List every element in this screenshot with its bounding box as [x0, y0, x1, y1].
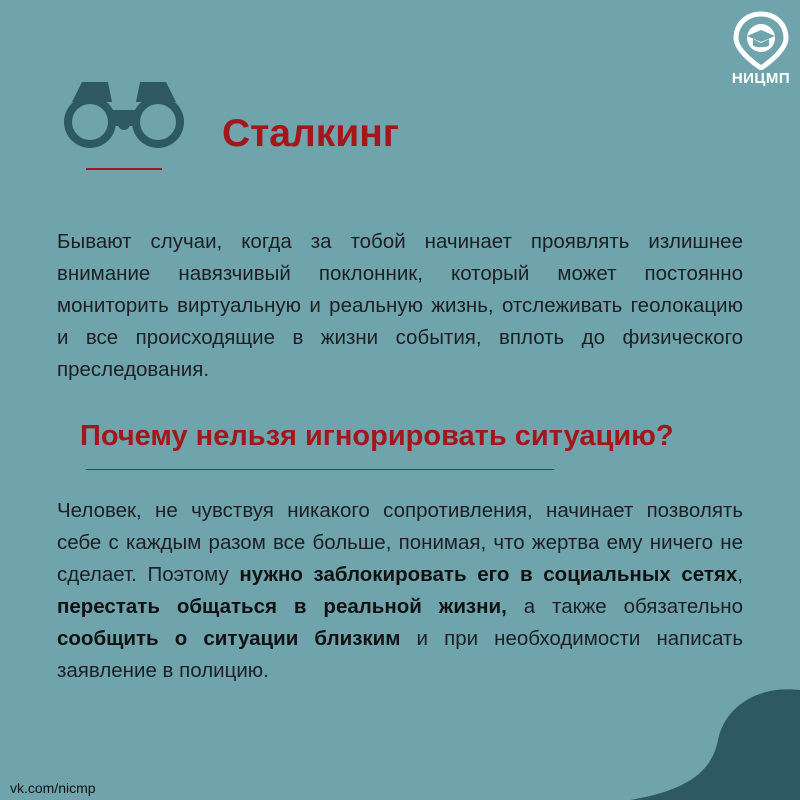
location-pin-graduation-cap-icon	[726, 10, 796, 70]
binoculars-icon	[58, 72, 190, 156]
advice-text-2: ,	[737, 563, 744, 586]
advice-bold-stop-contact: перестать общаться в реальной жизни,	[57, 595, 507, 618]
title-underline	[86, 168, 162, 170]
footer-link[interactable]: vk.com/nicmp	[10, 780, 96, 796]
advice-text-4: и при необходимости написать заявление в полицию.	[57, 627, 743, 682]
advice-bold-tell-close: сообщить о ситуации близким	[57, 627, 401, 650]
intro-paragraph: Бывают случаи, когда за тобой начинает проявлять излишнее внимание навязчивый поклонник, который может постоянно мониторить виртуальную и реальную жизнь, отслеживать геолокацию и все происходящие в жизни события, вплоть до физического преследования.	[57, 230, 743, 381]
page-title: Сталкинг	[222, 112, 400, 155]
advice-text-3: а также обязательно	[506, 595, 743, 618]
nicmp-logo	[726, 10, 796, 87]
section-divider	[86, 469, 554, 470]
section-heading: Почему нельзя игнорировать ситуацию?	[80, 420, 674, 452]
advice-text-1: Человек, не чувствуя никакого сопротивления, начинает позволять себе с каждым разом все больше, понимая, что жертва ему ничего не сделает. Поэтому	[57, 499, 743, 586]
logo-text: НИЦМП	[731, 70, 791, 87]
advice-bold-block: нужно заблокировать его в социальных сетях	[239, 563, 738, 586]
advice-paragraph	[57, 495, 743, 687]
